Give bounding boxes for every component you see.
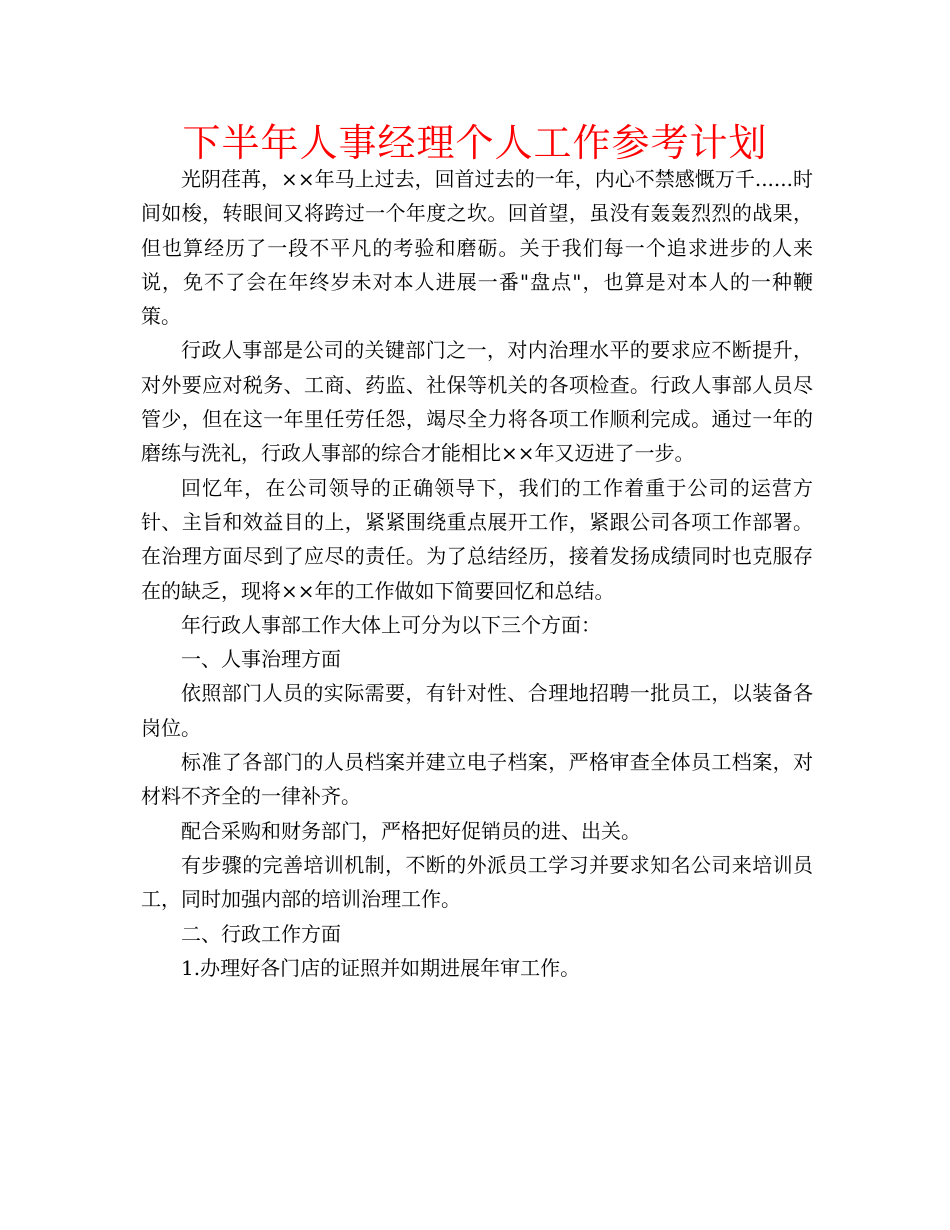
paragraph: 年行政人事部工作大体上可分为以下三个方面：: [181, 612, 601, 637]
paragraph: 配合采购和财务部门，严格把好促销员的进、出关。: [181, 818, 641, 843]
paragraph: 1.办理好各门店的证照并如期进展年审工作。: [181, 955, 581, 980]
paragraph: 回忆年，在公司领导的正确领导下，我们的工作着重于公司的运营方针、主旨和效益目的上，紧紧围绕重点展开工作，紧跟公司各项工作部署。在治理方面尽到了应尽的责任。为了总结经历，接着发扬成绩同时也克服存在的缺乏，现将××年的工作做如下简要回忆和总结。: [141, 475, 813, 603]
paragraph: 依照部门人员的实际需要，有针对性、合理地招聘一批员工，以装备各岗位。: [141, 681, 813, 740]
paragraph: 有步骤的完善培训机制，不断的外派员工学习并要求知名公司来培训员工，同时加强内部的培训治理工作。: [141, 852, 813, 912]
paragraph: 行政人事部是公司的关键部门之一，对内治理水平的要求应不断提升，对外要应对税务、工商、药监、社保等机关的各项检查。行政人事部人员尽管少，但在这一年里任劳任怨，竭尽全力将各项工作顺利完成。通过一年的磨练与洗礼，行政人事部的综合才能相比××年又迈进了一步。: [141, 338, 813, 466]
paragraph: 光阴荏苒，××年马上过去，回首过去的一年，内心不禁感慨万千......时间如梭，转眼间又将跨过一个年度之坎。回首望，虽没有轰轰烈烈的战果，但也算经历了一段不平凡的考验和磨砺。关于我们每一个追求进步的人来说，免不了会在年终岁未对本人进展一番"盘点"，也算是对本人的一种鞭策。: [141, 167, 813, 329]
section-heading: 一、人事治理方面: [181, 647, 341, 672]
section-heading: 二、行政工作方面: [181, 921, 341, 946]
paragraph: 标准了各部门的人员档案并建立电子档案，严格审查全体员工档案，对材料不齐全的一律补齐。: [141, 750, 813, 809]
document-body: [141, 162, 813, 985]
document-title: 下半年人事经理个人工作参考计划: [182, 121, 768, 165]
